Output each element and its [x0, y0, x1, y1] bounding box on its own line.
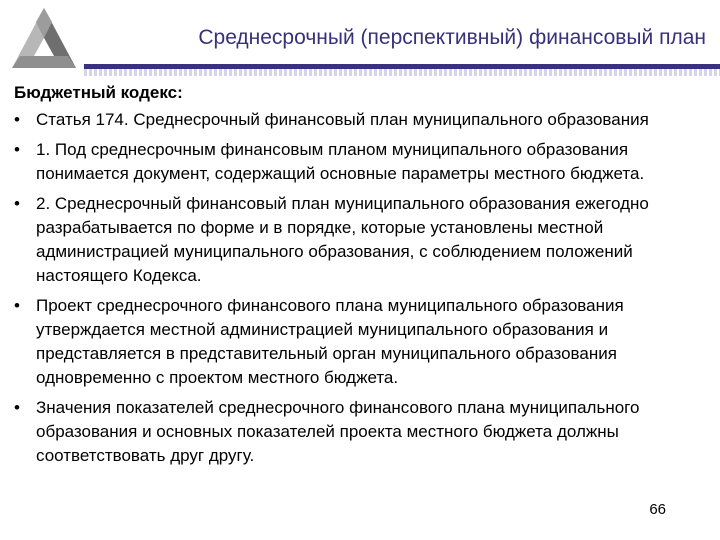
list-item-text: 2. Среднесрочный финансовый план муниципального образования ежегодно разрабатывается по форме и в порядке, которые установлены местной администрацией муниципального образования, с соблюдением положений настоящего Кодекса.: [36, 194, 649, 285]
bullet-icon: •: [14, 296, 20, 315]
list-item-text: 1. Под среднесрочным финансовым планом муниципального образования понимается документ, содержащий основные параметры местного бюджета.: [36, 140, 645, 183]
impossible-triangle-logo-icon: [8, 4, 80, 76]
title-divider: [84, 62, 720, 78]
section-heading: Бюджетный кодекс:: [14, 83, 183, 102]
bullet-icon: •: [14, 398, 20, 417]
bullet-icon: •: [14, 140, 20, 159]
divider-stripes: [84, 69, 720, 76]
page-number: 66: [649, 501, 666, 518]
slide-title: Среднесрочный (перспективный) финансовый план: [198, 26, 706, 49]
bullet-icon: •: [14, 194, 20, 213]
list-item: [14, 294, 694, 390]
list-item: [14, 396, 694, 468]
slide-body: [14, 82, 694, 474]
list-item-text: Значения показателей среднесрочного финансового плана муниципального образования и основных показателей проекта местного бюджета должны соответствовать друг другу.: [36, 398, 640, 465]
list-item: [14, 108, 694, 132]
list-item: [14, 138, 694, 186]
bullet-icon: •: [14, 110, 20, 129]
list-item-text: Проект среднесрочного финансового плана муниципального образования утверждается местной администрацией муниципального образования и представляется в представительный орган муниципального образования одновременно с проектом местного бюджета.: [36, 296, 624, 387]
list-item-text: Статья 174. Среднесрочный финансовый план муниципального образования: [36, 110, 649, 129]
list-item: [14, 192, 694, 288]
